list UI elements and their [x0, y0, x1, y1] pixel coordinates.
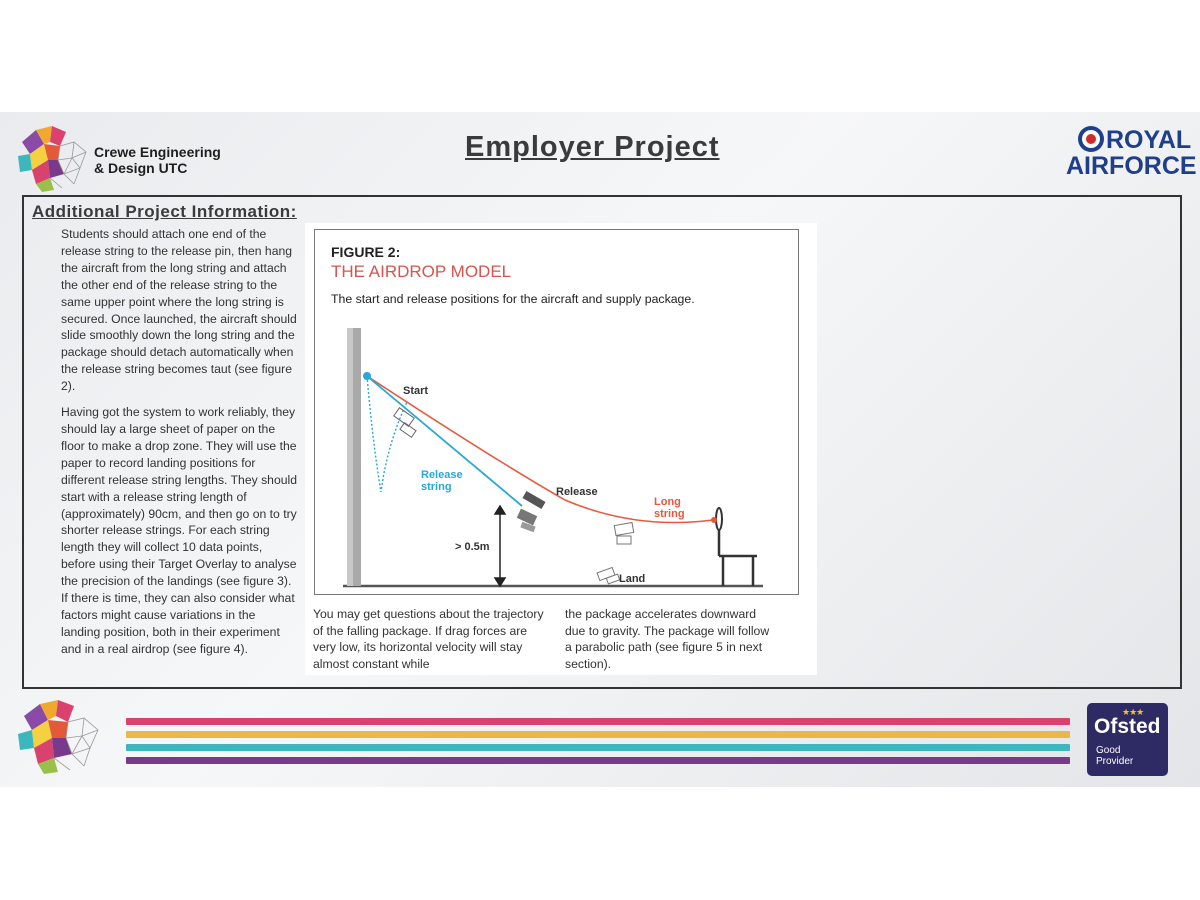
page-title: Employer Project [465, 131, 720, 163]
body-text [61, 226, 297, 667]
paragraph-2: Having got the system to work reliably, they should lay a large sheet of paper on the floor to make a drop zone. They will use the paper to record landing positions for different release string lengths. They should start with a release string length of (approximately) 90cm, and then go on to try shorter release strings. For each string length they will collect 10 data points, before using their Target Overlay to analyse the precision of the landings (see figure 3). If there is time, they can also consider what factors might cause variations in the landing position, both in their experiment and in a real airdrop (see figure 4). [61, 405, 297, 656]
label-height: > 0.5m [455, 541, 490, 553]
stripe-yellow [126, 731, 1070, 738]
raf-logo [1066, 124, 1197, 182]
footer-stripes [126, 718, 1070, 770]
stripe-pink [126, 718, 1070, 725]
label-release-string-1: Release [421, 469, 463, 481]
figure-caption: The start and release positions for the aircraft and supply package. [331, 292, 695, 306]
raf-roundel-icon [1078, 126, 1104, 152]
package-land-icon [597, 568, 620, 584]
ofsted-grade-line2: Provider [1096, 756, 1134, 767]
label-land: Land [619, 573, 646, 585]
figure-title: THE AIRDROP MODEL [331, 262, 512, 281]
ofsted-grade [1096, 745, 1133, 767]
stripe-teal [126, 744, 1070, 751]
ofsted-grade-line1: Good [1096, 745, 1121, 756]
figure-card [305, 223, 817, 675]
figure-text-right: the package accelerates downward due to gravity. The package will follow a parabolic path (see figure 5 in next section). [565, 607, 770, 671]
school-name-line1: Crewe Engineering [94, 144, 221, 160]
airdrop-diagram [315, 230, 800, 596]
label-release: Release [556, 486, 598, 498]
chair-icon [711, 508, 757, 586]
label-release-string-2: string [421, 481, 452, 493]
start-point [363, 372, 371, 380]
label-long-string-1: Long [654, 496, 681, 508]
utc-logo-footer-icon [14, 694, 106, 774]
school-name-line2: & Design UTC [94, 160, 188, 176]
package-midair-icon [614, 523, 633, 544]
label-long-string-2: string [654, 508, 685, 520]
utc-logo-icon [14, 122, 92, 192]
section-heading: Additional Project Information: [32, 202, 297, 221]
ofsted-badge [1087, 703, 1168, 776]
aircraft-start-icon [394, 408, 416, 438]
aircraft-release-icon [517, 491, 546, 532]
stripe-purple [126, 757, 1070, 764]
raf-line1: ROYAL [1106, 126, 1192, 154]
label-start: Start [403, 385, 429, 397]
ofsted-stars-icon: ★★★ [1122, 707, 1144, 717]
figure-text-left: You may get questions about the trajectory of the falling package. If drag forces are very low, its horizontal velocity will stay almost constant while [313, 607, 544, 671]
height-arrow [495, 506, 505, 586]
figure-box [314, 229, 799, 595]
raf-line2: AIRFORCE [1066, 152, 1197, 180]
paragraph-1: Students should attach one end of the release string to the release pin, then hang the aircraft from the long string and attach the other end of the release string to the same upper point where the long string is secured. Once launched, the aircraft should slide smoothly down the long string and the package should detach automatically when the release string becomes taut (see figure 2). [61, 227, 297, 394]
ofsted-name: Ofsted [1094, 715, 1161, 738]
figure-label: FIGURE 2: [331, 244, 401, 260]
school-name [94, 144, 221, 176]
